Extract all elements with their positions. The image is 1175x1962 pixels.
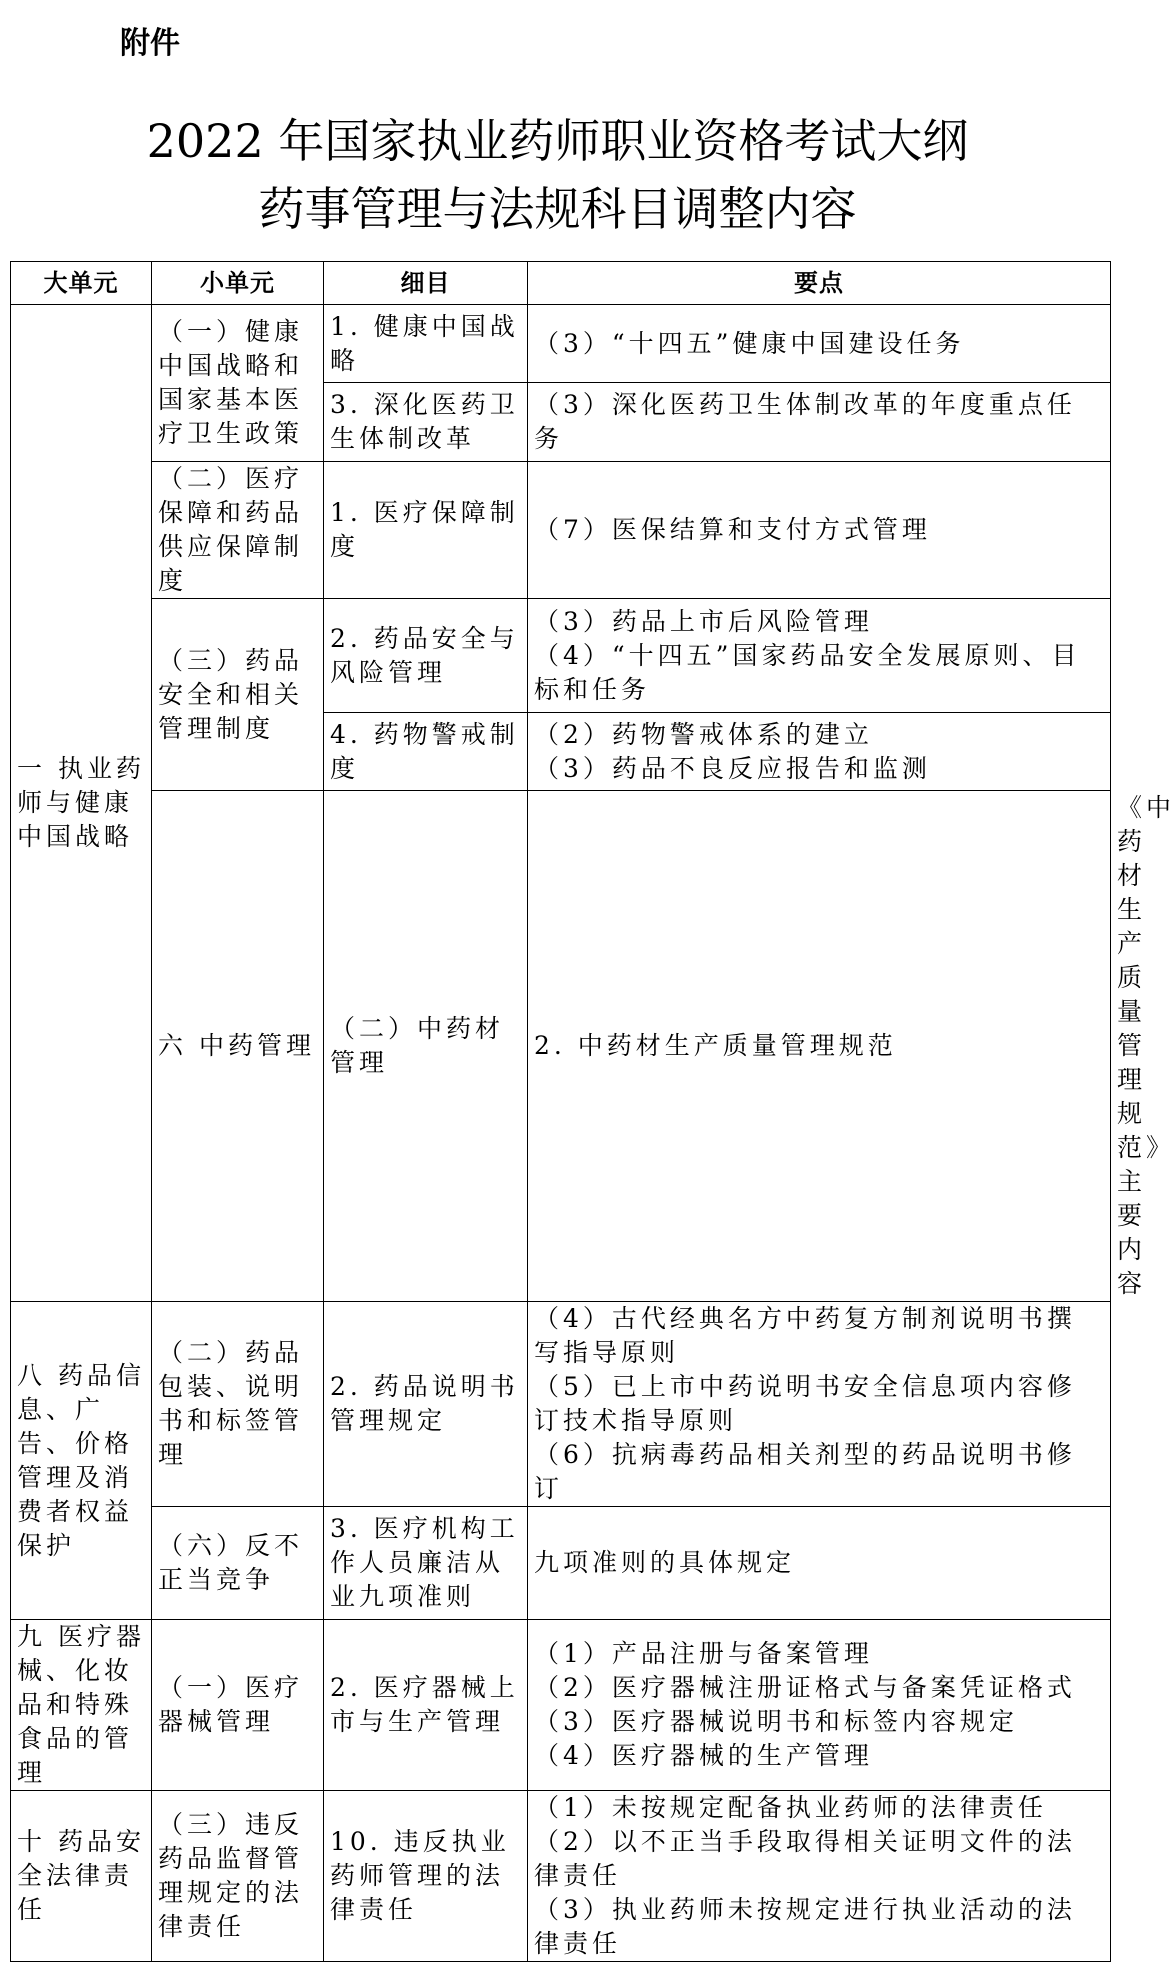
table-row [11, 1791, 1111, 1962]
item-cell: 2. 药品说明书管理规定 [324, 1302, 528, 1507]
table-row [11, 1507, 1111, 1620]
point-line: （2）以不正当手段取得相关证明文件的法律责任 [534, 1827, 1076, 1890]
header-subunit: 小单元 [152, 262, 324, 305]
points-cell [528, 462, 1111, 599]
header-item: 细目 [324, 262, 528, 305]
point-line: （6）抗病毒药品相关剂型的药品说明书修订 [534, 1440, 1076, 1503]
subunit-cell: （三）药品安全和相关管理制度 [152, 599, 324, 791]
unit-cell: 八 药品信息、广告、价格管理及消费者权益保护 [11, 1302, 152, 1620]
point-line: （5）已上市中药说明书安全信息项内容修订技术指导原则 [534, 1372, 1076, 1435]
point-line: （3）药品上市后风险管理 [534, 606, 873, 636]
table-row [11, 1302, 1111, 1507]
item-cell: 2. 中药材生产质量管理规范 [528, 791, 1111, 1302]
table-header-row [11, 262, 1111, 305]
table-row [11, 1620, 1111, 1791]
point-line: （2）药物警戒体系的建立 [534, 719, 873, 749]
table-row [11, 599, 1111, 713]
item-cell: 2. 药品安全与风险管理 [324, 599, 528, 713]
header-points: 要点 [528, 262, 1111, 305]
point-line: 九项准则的具体规定 [534, 1548, 796, 1577]
point-line: （3）执业药师未按规定进行执业活动的法律责任 [534, 1895, 1076, 1958]
point-line: （3）药品不良反应报告和监测 [534, 753, 931, 783]
point-line: （4）“十四五”国家药品安全发展原则、目标和任务 [534, 640, 1081, 704]
subunit-cell: （一）健康中国战略和国家基本医疗卫生政策 [152, 305, 324, 462]
point-line: （3）“十四五”健康中国建设任务 [534, 328, 965, 358]
item-cell: 4. 药物警戒制度 [324, 713, 528, 791]
point-line: （3）医疗器械说明书和标签内容规定 [534, 1707, 1018, 1736]
table-row: 六 中药管理 （二）中药材管理 2. 中药材生产质量管理规范 《中药材生产质量管理规范》主要内容 [11, 791, 1111, 1302]
table-row [11, 305, 1111, 383]
subunit-cell: （二）中药材管理 [324, 791, 528, 1302]
subunit-cell: （三）违反药品监督管理规定的法律责任 [152, 1791, 324, 1962]
item-cell: 1. 医疗保障制度 [324, 462, 528, 599]
subunit-cell: （二）医疗保障和药品供应保障制度 [152, 462, 324, 599]
point-line: （1）未按规定配备执业药师的法律责任 [534, 1793, 1047, 1822]
points-cell [528, 1620, 1111, 1791]
document-title-line-2: 药事管理与法规科目调整内容 [258, 182, 857, 236]
unit-cell: 九 医疗器械、化妆品和特殊食品的管理 [11, 1620, 152, 1791]
point-line: （2）医疗器械注册证格式与备案凭证格式 [534, 1673, 1076, 1702]
subunit-cell: （一）医疗器械管理 [152, 1620, 324, 1791]
unit-cell: 六 中药管理 [152, 791, 324, 1302]
unit-cell: 一 执业药师与健康中国战略 [11, 305, 152, 1302]
points-cell [528, 1791, 1111, 1962]
subunit-cell: （二）药品包装、说明书和标签管理 [152, 1302, 324, 1507]
item-cell: 3. 医疗机构工作人员廉洁从业九项准则 [324, 1507, 528, 1620]
item-cell: 2. 医疗器械上市与生产管理 [324, 1620, 528, 1791]
header-unit: 大单元 [11, 262, 152, 305]
item-cell: 10. 违反执业药师管理的法律责任 [324, 1791, 528, 1962]
point-line: （3）深化医药卫生体制改革的年度重点任务 [534, 390, 1076, 453]
points-cell [528, 713, 1111, 791]
document-title-line-1: 2022 年国家执业药师职业资格考试大纲 [146, 114, 969, 168]
points-cell [528, 599, 1111, 713]
item-cell: 1. 健康中国战略 [324, 305, 528, 383]
point-line: （7）医保结算和支付方式管理 [534, 515, 931, 544]
points-cell [528, 305, 1111, 383]
point-line: （1）产品注册与备案管理 [534, 1639, 873, 1668]
item-cell: 3. 深化医药卫生体制改革 [324, 383, 528, 462]
table-row [11, 462, 1111, 599]
attachment-label: 附件 [120, 26, 180, 61]
point-line: （4）医疗器械的生产管理 [534, 1741, 873, 1770]
unit-cell: 十 药品安全法律责任 [11, 1791, 152, 1962]
syllabus-table [10, 261, 1175, 1962]
points-cell [528, 1507, 1111, 1620]
point-line: （4）古代经典名方中药复方制剂说明书撰写指导原则 [534, 1304, 1076, 1367]
points-cell [528, 1302, 1111, 1507]
subunit-cell: （六）反不正当竞争 [152, 1507, 324, 1620]
points-cell [528, 383, 1111, 462]
